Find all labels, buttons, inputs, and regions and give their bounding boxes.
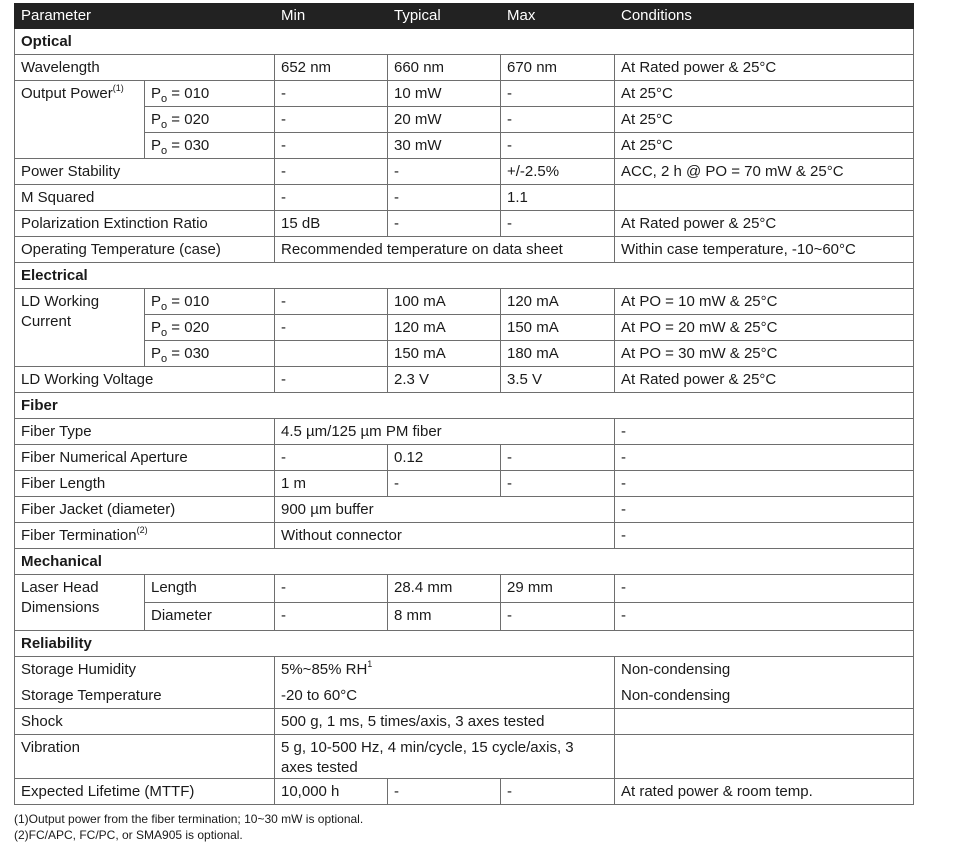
cell-min: - — [275, 289, 388, 315]
sub-label — [145, 81, 275, 107]
table-row — [15, 523, 914, 549]
cell-typical: - — [388, 185, 501, 211]
cell-typical: - — [388, 211, 501, 237]
row-label: Fiber Jacket (diameter) — [15, 497, 275, 523]
footnote-1: (1)Output power from the fiber termination; 10~30 mW is optional. — [14, 812, 364, 826]
cell-min: - — [275, 133, 388, 159]
cell-min: - — [275, 159, 388, 185]
p-subscript: o — [161, 119, 168, 131]
cell-conditions: - — [615, 523, 914, 549]
row-label: Wavelength — [15, 55, 275, 81]
cell-max: 1.1 — [501, 185, 615, 211]
cell-conditions: - — [615, 575, 914, 603]
cell-typical: 0.12 — [388, 445, 501, 471]
cell-conditions: - — [615, 471, 914, 497]
sub-label — [145, 107, 275, 133]
header-max: Max — [501, 4, 615, 29]
footnote-ref: 1 — [367, 659, 373, 669]
sub-label — [145, 133, 275, 159]
cell-max: - — [501, 471, 615, 497]
row-label: Vibration — [15, 735, 275, 779]
cell-conditions: At 25°C — [615, 81, 914, 107]
cell-conditions: ACC, 2 h @ PO = 70 mW & 25°C — [615, 159, 914, 185]
table-row — [15, 657, 914, 683]
cell-conditions: At rated power & room temp. — [615, 779, 914, 805]
p-code: = 020 — [167, 111, 210, 128]
cell-min: - — [275, 107, 388, 133]
table-row — [15, 367, 914, 393]
cell-typical: 28.4 mm — [388, 575, 501, 603]
cell-value: -20 to 60°C — [275, 683, 615, 709]
cell-max: - — [501, 445, 615, 471]
cell-min: 1 m — [275, 471, 388, 497]
table-row — [15, 159, 914, 185]
table-row — [15, 603, 914, 631]
cell-min — [275, 341, 388, 367]
p-code: = 010 — [167, 85, 210, 102]
section-fiber: Fiber — [15, 393, 914, 419]
table-row — [15, 315, 914, 341]
row-label: Shock — [15, 709, 275, 735]
header-parameter: Parameter — [15, 4, 275, 29]
table-row — [15, 289, 914, 315]
sub-label — [145, 289, 275, 315]
cell-conditions — [615, 735, 914, 779]
section-row — [15, 393, 914, 419]
row-label: LD Working Current — [15, 289, 145, 367]
p-subscript: o — [161, 353, 168, 365]
output-power-label: Output Power — [21, 85, 113, 102]
cell-conditions: - — [615, 603, 914, 631]
cell-min: - — [275, 445, 388, 471]
p-symbol: P — [151, 111, 162, 128]
row-label — [15, 81, 145, 159]
row-label: Power Stability — [15, 159, 275, 185]
cell-conditions: At 25°C — [615, 133, 914, 159]
row-label: LD Working Voltage — [15, 367, 275, 393]
p-subscript: o — [161, 145, 168, 157]
cell-max: - — [501, 107, 615, 133]
cell-conditions: At 25°C — [615, 107, 914, 133]
section-row — [15, 29, 914, 55]
cell-conditions: Non-condensing — [615, 683, 914, 709]
cell-min: - — [275, 315, 388, 341]
table-row — [15, 735, 914, 779]
row-label: Fiber Length — [15, 471, 275, 497]
table-row — [15, 211, 914, 237]
cell-value: 5 g, 10-500 Hz, 4 min/cycle, 15 cycle/axis, 3 axes tested — [275, 735, 615, 779]
row-label: Fiber Numerical Aperture — [15, 445, 275, 471]
row-label: Polarization Extinction Ratio — [15, 211, 275, 237]
header-row — [15, 4, 914, 29]
cell-min: - — [275, 81, 388, 107]
section-reliability: Reliability — [15, 631, 914, 657]
cell-max: 29 mm — [501, 575, 615, 603]
row-label: Storage Humidity — [15, 657, 275, 683]
cell-min: 652 nm — [275, 55, 388, 81]
cell-max: - — [501, 779, 615, 805]
table-row — [15, 81, 914, 107]
header-min: Min — [275, 4, 388, 29]
cell-min: - — [275, 367, 388, 393]
header-conditions: Conditions — [615, 4, 914, 29]
cell-typical: 150 mA — [388, 341, 501, 367]
cell-conditions — [615, 185, 914, 211]
table-row — [15, 133, 914, 159]
cell-typical: 660 nm — [388, 55, 501, 81]
p-code: = 020 — [167, 319, 210, 336]
table-row — [15, 575, 914, 603]
p-symbol: P — [151, 345, 162, 362]
row-label: Storage Temperature — [15, 683, 275, 709]
cell-conditions: Within case temperature, -10~60°C — [615, 237, 914, 263]
row-label — [15, 523, 275, 549]
termination-label: Fiber Termination — [21, 527, 137, 544]
table-row — [15, 237, 914, 263]
cell-max: 180 mA — [501, 341, 615, 367]
table-row — [15, 55, 914, 81]
cell-max: 3.5 V — [501, 367, 615, 393]
footnote-ref: (2) — [136, 525, 148, 535]
cell-min: 15 dB — [275, 211, 388, 237]
cell-value: Recommended temperature on data sheet — [275, 237, 615, 263]
cell-min: 10,000 h — [275, 779, 388, 805]
p-code: = 030 — [167, 345, 210, 362]
cell-max: - — [501, 603, 615, 631]
cell-min: - — [275, 603, 388, 631]
p-symbol: P — [151, 85, 162, 102]
cell-value — [275, 657, 615, 683]
cell-conditions: At PO = 20 mW & 25°C — [615, 315, 914, 341]
cell-typical: 30 mW — [388, 133, 501, 159]
header-typical: Typical — [388, 4, 501, 29]
row-label: Laser Head Dimensions — [15, 575, 145, 631]
sub-label — [145, 341, 275, 367]
cell-conditions: - — [615, 497, 914, 523]
cell-typical: 2.3 V — [388, 367, 501, 393]
cell-value: Without connector — [275, 523, 615, 549]
section-row — [15, 631, 914, 657]
cell-conditions: Non-condensing — [615, 657, 914, 683]
cell-max: 150 mA — [501, 315, 615, 341]
row-label: Expected Lifetime (MTTF) — [15, 779, 275, 805]
row-label: Operating Temperature (case) — [15, 237, 275, 263]
cell-conditions: - — [615, 445, 914, 471]
cell-conditions: At PO = 10 mW & 25°C — [615, 289, 914, 315]
cell-typical: - — [388, 779, 501, 805]
table-row — [15, 471, 914, 497]
footnote-2: (2)FC/APC, FC/PC, or SMA905 is optional. — [14, 828, 243, 842]
humidity-value: 5%~85% RH — [281, 661, 368, 678]
cell-max: - — [501, 211, 615, 237]
cell-typical: 8 mm — [388, 603, 501, 631]
cell-typical: - — [388, 159, 501, 185]
row-label: M Squared — [15, 185, 275, 211]
sub-label — [145, 315, 275, 341]
p-symbol: P — [151, 319, 162, 336]
cell-conditions: At Rated power & 25°C — [615, 211, 914, 237]
cell-typical: 120 mA — [388, 315, 501, 341]
p-code: = 010 — [167, 293, 210, 310]
sub-label: Length — [145, 575, 275, 603]
cell-conditions: At Rated power & 25°C — [615, 55, 914, 81]
table-row — [15, 445, 914, 471]
cell-max: +/-2.5% — [501, 159, 615, 185]
cell-typical: 10 mW — [388, 81, 501, 107]
table-row — [15, 419, 914, 445]
cell-max: - — [501, 81, 615, 107]
table-row — [15, 185, 914, 211]
spec-table — [14, 3, 914, 805]
cell-typical: 100 mA — [388, 289, 501, 315]
sub-label: Diameter — [145, 603, 275, 631]
table-row — [15, 341, 914, 367]
section-row — [15, 263, 914, 289]
section-electrical: Electrical — [15, 263, 914, 289]
cell-max: 120 mA — [501, 289, 615, 315]
row-label: Fiber Type — [15, 419, 275, 445]
cell-conditions: At PO = 30 mW & 25°C — [615, 341, 914, 367]
table-row — [15, 683, 914, 709]
cell-min: - — [275, 575, 388, 603]
cell-value: 500 g, 1 ms, 5 times/axis, 3 axes tested — [275, 709, 615, 735]
cell-conditions: At Rated power & 25°C — [615, 367, 914, 393]
p-subscript: o — [161, 301, 168, 313]
section-mechanical: Mechanical — [15, 549, 914, 575]
cell-max: 670 nm — [501, 55, 615, 81]
table-row — [15, 107, 914, 133]
cell-max: - — [501, 133, 615, 159]
table-row — [15, 709, 914, 735]
p-code: = 030 — [167, 137, 210, 154]
p-subscript: o — [161, 327, 168, 339]
table-row — [15, 497, 914, 523]
section-row — [15, 549, 914, 575]
cell-conditions: - — [615, 419, 914, 445]
cell-value: 900 µm buffer — [275, 497, 615, 523]
section-optical: Optical — [15, 29, 914, 55]
cell-min: - — [275, 185, 388, 211]
p-subscript: o — [161, 93, 168, 105]
table-row — [15, 779, 914, 805]
p-symbol: P — [151, 293, 162, 310]
cell-value: 4.5 µm/125 µm PM fiber — [275, 419, 615, 445]
cell-typical: - — [388, 471, 501, 497]
footnote-ref: (1) — [112, 83, 124, 93]
p-symbol: P — [151, 137, 162, 154]
cell-typical: 20 mW — [388, 107, 501, 133]
cell-conditions — [615, 709, 914, 735]
